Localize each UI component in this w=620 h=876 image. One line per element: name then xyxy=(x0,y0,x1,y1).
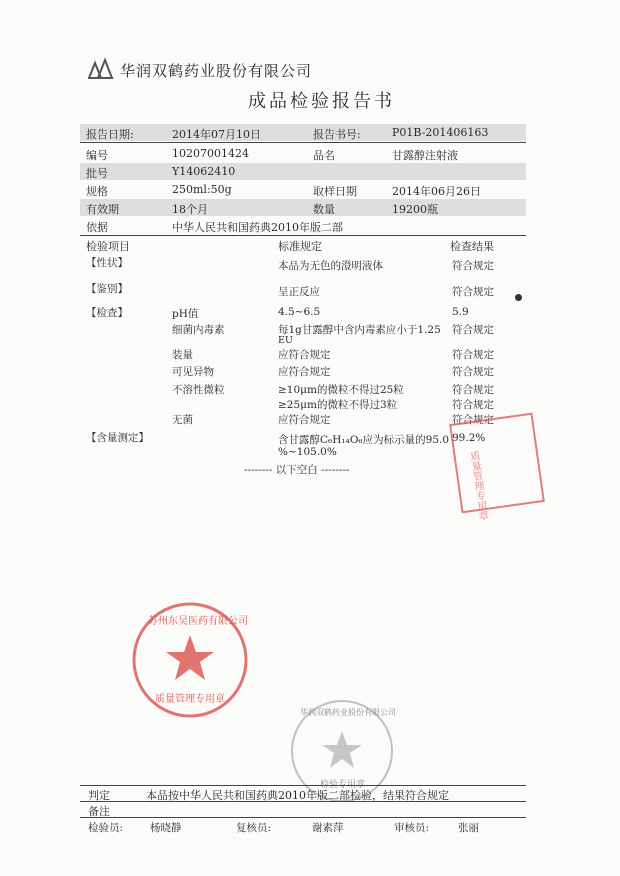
divider xyxy=(80,801,526,802)
judgement-label: 判定 xyxy=(88,789,110,802)
quantity-value: 19200瓶 xyxy=(392,203,438,216)
inspection-label: 【检查】 xyxy=(86,307,128,319)
check-name: pH值 xyxy=(172,308,199,320)
check-standard: 每1g甘露醇中含内毒素应小于1.25 xyxy=(278,324,441,336)
divider xyxy=(80,142,526,143)
reviewer-name: 谢素萍 xyxy=(312,822,344,834)
quantity-label: 数量 xyxy=(313,203,335,216)
header-row-spec xyxy=(80,181,526,198)
column-item: 检验项目 xyxy=(86,240,130,253)
divider xyxy=(80,785,526,786)
check-result: 符合规定 xyxy=(452,414,494,426)
assay-label: 【含量测定】 xyxy=(86,432,149,444)
check-name: 无菌 xyxy=(172,414,193,426)
header-row-code xyxy=(80,145,526,162)
report-date-label: 报告日期: xyxy=(86,128,134,141)
spec-value: 250ml:50g xyxy=(172,183,232,196)
report-date: 2014年07月10日 xyxy=(172,128,261,141)
header-row-basis xyxy=(80,217,526,234)
check-standard: 4.5~6.5 xyxy=(278,306,321,318)
blank-note: -------- 以下空白 -------- xyxy=(244,464,350,476)
center-stamp-bottom-text: 检验专用章 xyxy=(320,780,366,790)
assay-standard-cont: %~105.0% xyxy=(278,446,337,458)
assay-standard: 含甘露醇C₆H₁₄O₆应为标示量的95.0 xyxy=(278,434,450,446)
sample-date: 2014年06月26日 xyxy=(392,185,481,198)
center-stamp-top-text: 华润双鹤药业股份有限公司 xyxy=(300,708,396,717)
check-result: 5.9 xyxy=(452,306,469,318)
check-name: 不溶性微粒 xyxy=(172,384,225,396)
left-stamp-top-text: 苏州东吴医药有限公司 xyxy=(148,616,248,627)
inspector-label: 检验员: xyxy=(88,822,124,834)
rect-stamp xyxy=(449,413,545,522)
report-no: P01B-201406163 xyxy=(392,126,489,139)
check-name: 装量 xyxy=(172,349,193,361)
left-stamp-bottom-text: 质量管理专用章 xyxy=(155,694,225,705)
header-row-batch xyxy=(80,163,526,180)
validity-value: 18个月 xyxy=(172,203,208,216)
basis-value: 中华人民共和国药典2010年版二部 xyxy=(172,221,343,234)
sample-date-label: 取样日期 xyxy=(313,185,357,198)
product-value: 甘露醇注射液 xyxy=(392,149,458,162)
check-result: 符合规定 xyxy=(452,384,494,396)
check-name: 可见异物 xyxy=(172,366,214,378)
approver-name: 张丽 xyxy=(458,822,479,834)
basis-label: 依据 xyxy=(86,221,108,234)
check-result: 符合规定 xyxy=(452,399,494,411)
inspector-name: 杨晓静 xyxy=(150,822,182,834)
judgement-text: 本品按中华人民共和国药典2010年版二部检验，结果符合规定 xyxy=(146,789,449,802)
divider xyxy=(80,235,526,236)
check-name: 细菌内毒素 xyxy=(172,324,225,336)
company-name: 华润双鹤药业股份有限公司 xyxy=(120,62,313,80)
identification-result: 符合规定 xyxy=(452,286,494,298)
batch-label: 批号 xyxy=(86,167,108,180)
appearance-label: 【性状】 xyxy=(86,257,128,269)
appearance-standard: 本品为无色的澄明液体 xyxy=(278,260,383,272)
remarks-label: 备注 xyxy=(88,805,110,818)
header-row-validity xyxy=(80,199,526,216)
check-result: 符合规定 xyxy=(452,366,494,378)
header-row-report xyxy=(80,124,526,141)
batch-value: Y14062410 xyxy=(172,165,236,178)
ink-blot xyxy=(515,294,522,301)
identification-label: 【鉴别】 xyxy=(86,283,128,295)
spec-label: 规格 xyxy=(86,185,108,198)
code-value: 10207001424 xyxy=(172,147,249,160)
check-standard: 应符合规定 xyxy=(278,366,331,378)
assay-result: 99.2% xyxy=(452,432,486,444)
company-logo-icon xyxy=(88,57,114,79)
check-standard: ≥10μm的微粒不得过25粒 xyxy=(278,384,404,396)
appearance-result: 符合规定 xyxy=(452,260,494,272)
identification-standard: 呈正反应 xyxy=(278,286,320,298)
report-no-label: 报告书号: xyxy=(313,128,361,141)
check-result: 符合规定 xyxy=(452,324,494,336)
check-standard-cont: EU xyxy=(278,335,293,346)
divider xyxy=(80,817,526,818)
approver-label: 审核员: xyxy=(394,822,430,834)
product-label: 品名 xyxy=(313,149,335,162)
rect-stamp-text: 质量管理专用章 xyxy=(467,450,488,522)
check-standard: 应符合规定 xyxy=(278,349,331,361)
left-round-stamp xyxy=(130,600,250,720)
reviewer-label: 复核员: xyxy=(236,822,272,834)
page-title: 成品检验报告书 xyxy=(248,91,395,112)
code-label: 编号 xyxy=(86,149,108,162)
check-standard: ≥25μm的微粒不得过3粒 xyxy=(278,399,398,411)
check-result: 符合规定 xyxy=(452,349,494,361)
column-result: 检查结果 xyxy=(450,240,494,253)
column-standard: 标准规定 xyxy=(278,240,322,253)
check-standard: 应符合规定 xyxy=(278,414,331,426)
validity-label: 有效期 xyxy=(86,203,119,216)
